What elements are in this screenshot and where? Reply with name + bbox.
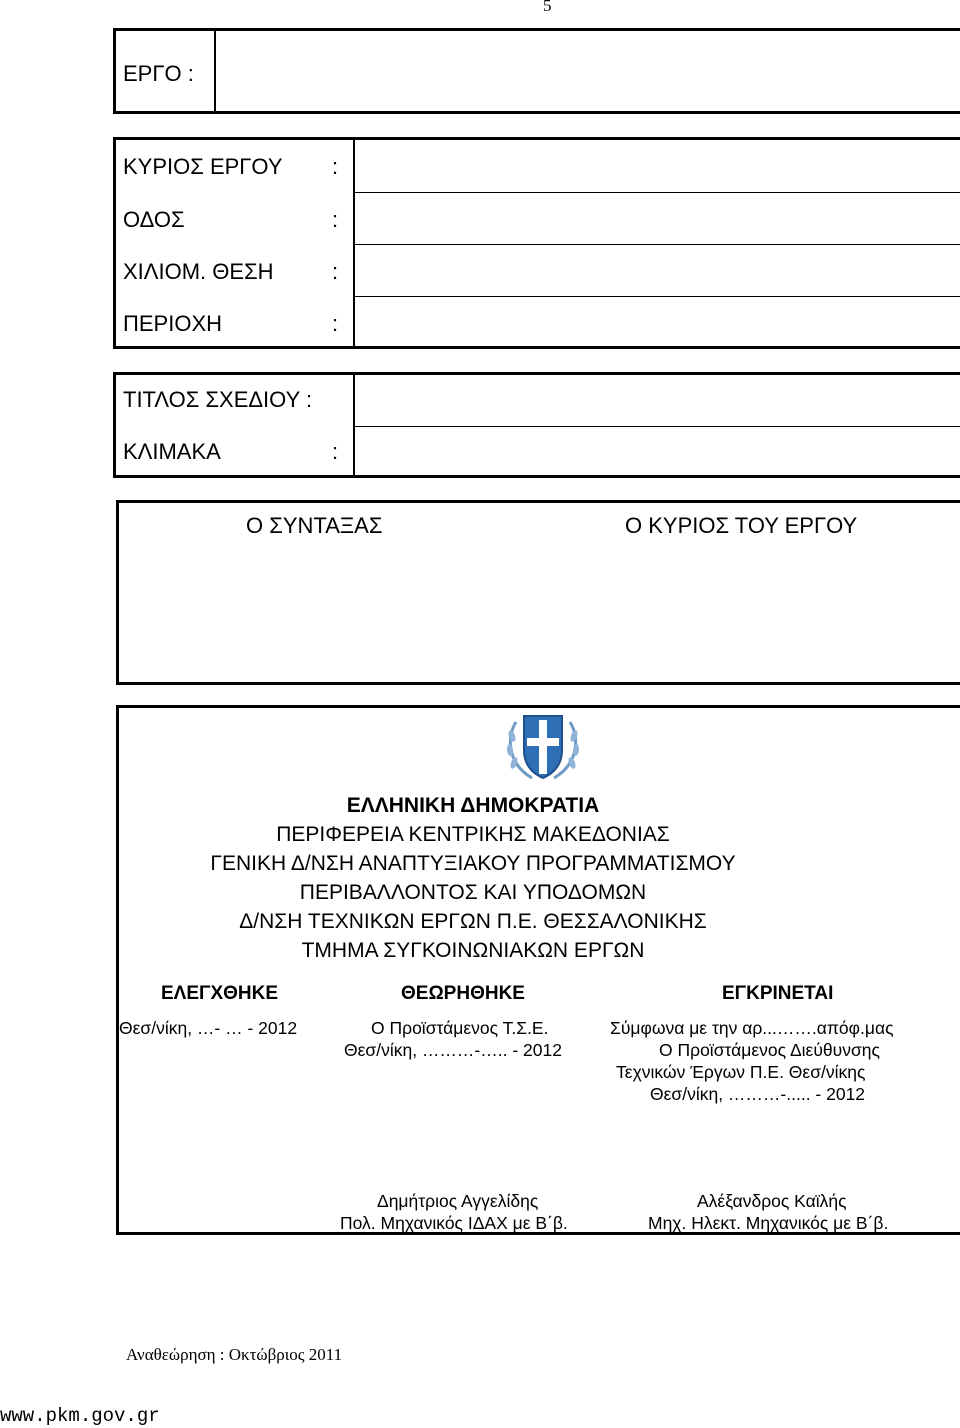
greek-coat-of-arms-icon	[502, 708, 584, 786]
info-label-km-position: ΧΙΛΙΟΜ. ΘΕΣΗ	[123, 259, 274, 284]
approver-title: Μηχ. Ηλεκτ. Μηχανικός με Β΄β.	[648, 1213, 889, 1233]
project-value-field	[214, 31, 960, 111]
revision-note: Αναθεώρηση : Οκτώβριος 2011	[126, 1345, 343, 1364]
title-row-drawing	[116, 375, 960, 427]
info-row-owner	[116, 140, 960, 192]
approved-directorate: Τεχνικών Έργων Π.Ε. Θεσ/νίκης	[616, 1062, 866, 1082]
project-box	[113, 28, 960, 114]
authority-header	[3, 791, 943, 965]
approved-date: Θεσ/νίκη, ………-..... - 2012	[650, 1084, 866, 1104]
authority-box	[116, 705, 960, 1235]
info-row-area	[116, 297, 960, 349]
authority-line-republic: ΕΛΛΗΝΙΚΗ ΔΗΜΟΚΡΑΤΙΑ	[346, 794, 600, 817]
authority-line-infrastructure: ΠΕΡΙΒΑΛΛΟΝΤΟΣ ΚΑΙ ΥΠΟΔΟΜΩΝ	[299, 881, 647, 904]
scale-colon: :	[332, 439, 339, 464]
composer-heading: Ο ΣΥΝΤΑΞΑΣ	[246, 513, 383, 538]
info-row-street	[116, 193, 960, 245]
reviewed-heading: ΘΕΩΡΗΘΗΚΕ	[401, 983, 525, 1004]
info-colon: :	[332, 311, 339, 336]
info-label-owner: ΚΥΡΙΟΣ ΕΡΓΟΥ	[123, 154, 283, 179]
reviewed-date: Θεσ/νίκη, ………-….. - 2012	[344, 1040, 562, 1060]
authority-line-department: ΤΜΗΜΑ ΣΥΓΚΟΙΝΩΝΙΑΚΩΝ ΕΡΓΩΝ	[301, 939, 645, 962]
drawing-title-box	[113, 372, 960, 478]
info-colon: :	[332, 207, 339, 232]
page-number: 5	[543, 0, 552, 15]
scale-label: ΚΛΙΜΑΚΑ	[123, 439, 221, 464]
approver-name: Αλέξανδρος Καϊλής	[697, 1191, 847, 1211]
owner-heading: Ο ΚΥΡΙΟΣ ΤΟΥ ΕΡΓΟΥ	[625, 513, 858, 538]
signatures-box	[116, 500, 960, 685]
info-label-street: ΟΔΟΣ	[123, 207, 185, 232]
approved-decision: Σύμφωνα με την αρ...…….απόφ.μας	[610, 1018, 894, 1038]
authority-line-directorate: Δ/ΝΣΗ ΤΕΧΝΙΚΩΝ ΕΡΓΩΝ Π.Ε. ΘΕΣΣΑΛΟΝΙΚΗΣ	[239, 910, 707, 933]
reviewed-role: Ο Προϊστάμενος Τ.Σ.Ε.	[371, 1018, 549, 1038]
title-row-scale	[116, 427, 960, 479]
reviewer-name: Δημήτριος Αγγελίδης	[377, 1191, 539, 1211]
approved-role: Ο Προϊστάμενος Διεύθυνσης	[659, 1040, 880, 1060]
project-label: ΕΡΓΟ :	[123, 61, 194, 86]
checked-date: Θεσ/νίκη, …- … - 2012	[119, 1018, 298, 1038]
approved-heading: ΕΓΚΡΙΝΕΤΑΙ	[722, 983, 834, 1004]
info-colon: :	[332, 154, 339, 179]
website-url: www.pkm.gov.gr	[0, 1405, 160, 1427]
project-info-box	[113, 137, 960, 349]
info-row-km-position	[116, 245, 960, 297]
authority-line-region: ΠΕΡΙΦΕΡΕΙΑ ΚΕΝΤΡΙΚΗΣ ΜΑΚΕΔΟΝΙΑΣ	[276, 823, 670, 846]
drawing-title-label: ΤΙΤΛΟΣ ΣΧΕΔΙΟΥ :	[123, 387, 313, 412]
info-label-area: ΠΕΡΙΟΧΗ	[123, 311, 223, 336]
info-colon: :	[332, 259, 339, 284]
checked-heading: ΕΛΕΓΧΘΗΚΕ	[161, 983, 279, 1004]
authority-line-general-directorate: ΓΕΝΙΚΗ Δ/ΝΣΗ ΑΝΑΠΤΥΞΙΑΚΟΥ ΠΡΟΓΡΑΜΜΑΤΙΣΜΟΥ	[210, 852, 736, 875]
reviewer-title: Πολ. Μηχανικός ΙΔΑΧ με Β΄β.	[340, 1213, 568, 1233]
